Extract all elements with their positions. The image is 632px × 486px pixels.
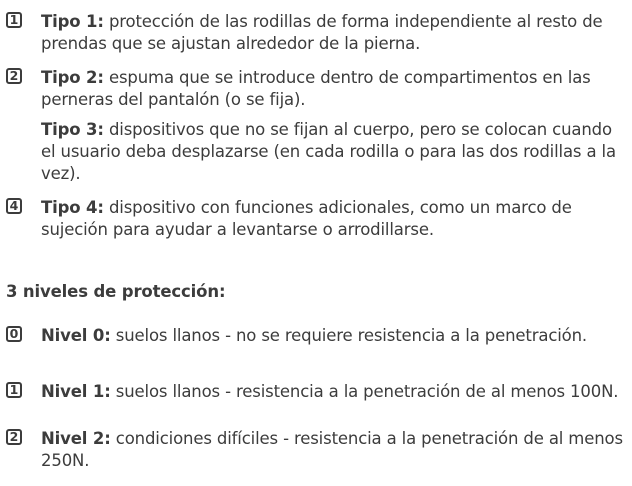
level-1-label: Nivel 1: (41, 382, 111, 401)
type-2-text (41, 67, 627, 111)
type-4-label: Tipo 4: (41, 198, 104, 217)
level-0-description: suelos llanos - no se requiere resistencia a la penetración. (110, 326, 588, 345)
number-1-icon: 1 (6, 382, 22, 398)
number-4-icon: 4 (6, 198, 22, 214)
type-4-text (41, 197, 627, 241)
type-2-description: espuma que se introduce dentro de compartimentos en las perneras del pantalón (o se fija). (41, 68, 591, 109)
level-0-text (41, 325, 627, 347)
level-2-label: Nivel 2: (41, 429, 111, 448)
levels-heading: 3 niveles de protección: (6, 282, 226, 301)
number-1-icon: 1 (6, 12, 22, 28)
number-2-icon: 2 (6, 429, 22, 445)
type-3-text (41, 119, 627, 185)
type-3-description: dispositivos que no se fijan al cuerpo, pero se colocan cuando el usuario deba desplazarse (en cada rodilla o para las dos rodillas a la vez). (41, 120, 616, 183)
level-2-text (41, 428, 627, 472)
type-1-label: Tipo 1: (41, 12, 104, 31)
type-2-label: Tipo 2: (41, 68, 104, 87)
type-1-text (41, 11, 627, 55)
level-2-description: condiciones difíciles - resistencia a la penetración de al menos 250N. (41, 429, 623, 470)
level-1-description: suelos llanos - resistencia a la penetración de al menos 100N. (110, 382, 619, 401)
type-4-description: dispositivo con funciones adicionales, como un marco de sujeción para ayudar a levantarse o arrodillarse. (41, 198, 572, 239)
number-2-icon: 2 (6, 68, 22, 84)
number-0-icon: 0 (6, 326, 22, 342)
type-3-label: Tipo 3: (41, 120, 104, 139)
level-0-label: Nivel 0: (41, 326, 111, 345)
level-1-text (41, 381, 627, 403)
type-1-description: protección de las rodillas de forma independiente al resto de prendas que se ajustan alrededor de la pierna. (41, 12, 603, 53)
